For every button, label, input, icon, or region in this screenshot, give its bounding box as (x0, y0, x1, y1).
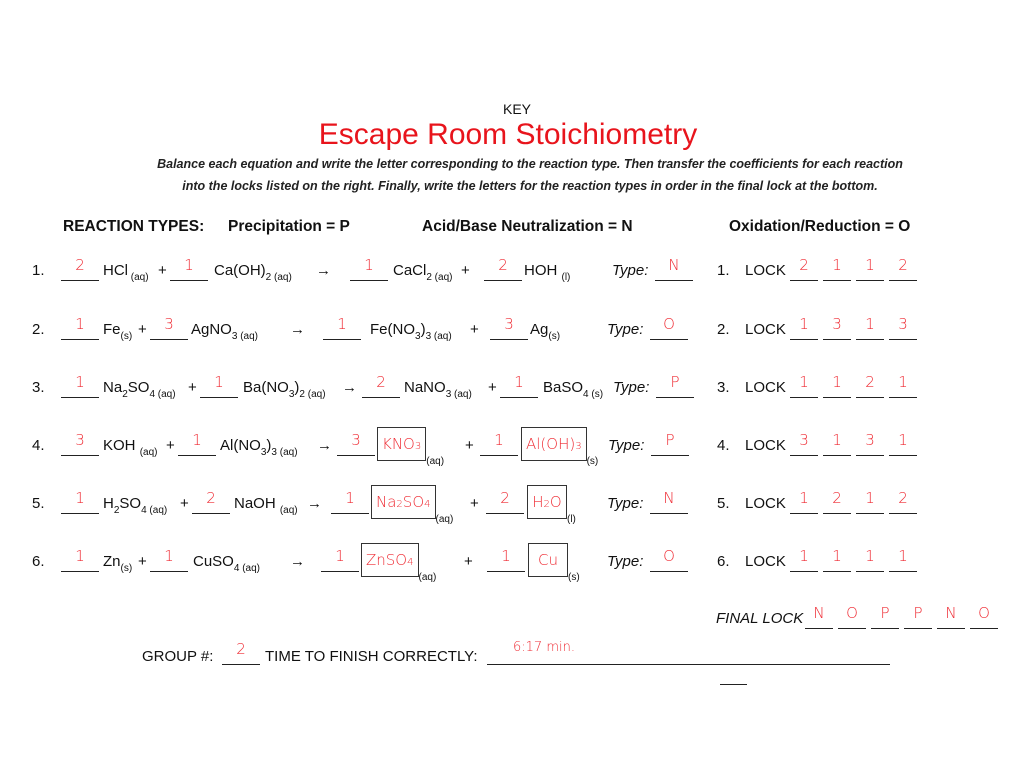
coefficient-field[interactable] (484, 256, 522, 281)
lock-digit-answer: 3 (799, 431, 809, 449)
formula-subscript: (aq) (139, 447, 158, 458)
lock-digit-answer: 2 (799, 256, 809, 274)
type-answer: O (663, 315, 675, 333)
formula-subscript: 3 (260, 447, 267, 458)
formula-subscript: 3 (aq) (231, 331, 258, 342)
chemical-formula (103, 321, 133, 342)
type-field[interactable] (650, 547, 688, 572)
coefficient-answer: 1 (184, 256, 194, 274)
lock-label: LOCK (745, 495, 786, 512)
final-lock-field[interactable] (937, 604, 965, 629)
plus-sign: + (461, 262, 470, 279)
plus-sign: + (180, 495, 189, 512)
chemical-formula (103, 553, 133, 574)
lock-number: 6. (717, 553, 730, 570)
formula-text: NaNO (404, 379, 446, 396)
lock-digit-field[interactable] (856, 315, 884, 340)
boxed-product (371, 495, 453, 529)
formula-text: SO (127, 379, 150, 396)
lock-digit-answer: 2 (898, 256, 908, 274)
chemical-formula (220, 437, 298, 458)
formula-subscript: 2 (122, 389, 128, 400)
formula-text: O (549, 493, 562, 511)
answer-box[interactable] (521, 427, 587, 461)
lock-digit-answer: 1 (832, 256, 842, 274)
lock-digit-field[interactable] (823, 489, 851, 514)
boxed-product (377, 437, 444, 471)
coefficient-answer: 2 (376, 373, 386, 391)
state-label: (l) (567, 514, 576, 525)
coefficient-field[interactable] (150, 547, 188, 572)
coefficient-answer: 1 (335, 547, 345, 565)
time-field[interactable] (487, 640, 890, 665)
lock-digit-field[interactable] (823, 315, 851, 340)
coefficient-field[interactable] (178, 431, 216, 456)
lock-number: 5. (717, 495, 730, 512)
formula-subscript: (s) (120, 331, 133, 342)
lock-digit-field[interactable] (856, 547, 884, 572)
type-label: Type: (607, 553, 644, 570)
state-label: (s) (586, 456, 599, 467)
lock-digit-field[interactable] (823, 547, 851, 572)
formula-subscript: 3 (aq) (445, 389, 472, 400)
coefficient-answer: 1 (514, 373, 524, 391)
chemical-formula (243, 379, 326, 400)
reaction-row (0, 547, 1024, 583)
plus-sign: + (158, 262, 167, 279)
coefficient-field[interactable] (61, 315, 99, 340)
state-label: (s) (568, 572, 580, 583)
formula-subscript: 3 (288, 389, 295, 400)
plus-sign: + (488, 379, 497, 396)
lock-digit-field[interactable] (889, 547, 917, 572)
coefficient-field[interactable] (337, 431, 375, 456)
state-label: (aq) (435, 514, 454, 525)
plus-sign: + (138, 553, 147, 570)
formula-subscript: 3 (415, 331, 421, 342)
lock-digit-field[interactable] (889, 431, 917, 456)
formula-subscript: 3 (575, 441, 582, 452)
lock-label: LOCK (745, 553, 786, 570)
answer-box[interactable] (527, 485, 567, 519)
reaction-row (0, 489, 1024, 525)
coefficient-field[interactable] (192, 489, 230, 514)
answer-box[interactable] (361, 543, 419, 577)
coefficient-field[interactable] (500, 373, 538, 398)
coefficient-answer: 2 (498, 256, 508, 274)
formula-text: KOH (103, 437, 140, 454)
formula-subscript: (aq) (279, 505, 298, 516)
coefficient-answer: 3 (164, 315, 174, 333)
boxed-product (528, 553, 580, 587)
arrow-icon: → (307, 495, 322, 512)
formula-subscript: 2 (113, 505, 120, 516)
reaction-number: 5. (32, 495, 45, 512)
final-lock-label: FINAL LOCK (716, 610, 804, 627)
reaction-row (0, 373, 1024, 403)
chemical-formula (530, 321, 561, 342)
lock-digit-answer: 1 (799, 489, 809, 507)
type-answer: P (670, 373, 680, 391)
instructions-line-2: into the locks listed on the right. Finally, write the letters for the reaction types in order in the final lock at the bottom. (182, 179, 878, 193)
answer-box[interactable] (528, 543, 568, 577)
lock-label: LOCK (745, 321, 786, 338)
plus-sign: + (464, 553, 473, 570)
reaction-type-redox: Oxidation/Reduction = O (729, 218, 911, 235)
formula-text: BaSO (543, 379, 584, 396)
reaction-number: 3. (32, 379, 45, 396)
time-answer: 6:17 min. (513, 640, 575, 655)
coefficient-answer: 1 (164, 547, 174, 565)
formula-text: ) (294, 379, 300, 396)
chemical-formula (524, 262, 571, 283)
lock-number: 3. (717, 379, 730, 396)
reaction-number: 6. (32, 553, 45, 570)
coefficient-answer: 1 (192, 431, 202, 449)
coefficient-answer: 1 (501, 547, 511, 565)
formula-text: CaCl (393, 262, 427, 279)
coefficient-field[interactable] (61, 489, 99, 514)
plus-sign: + (166, 437, 175, 454)
formula-subscript: (s) (548, 331, 561, 342)
lock-digit-field[interactable] (889, 256, 917, 281)
arrow-icon: → (290, 553, 305, 570)
final-lock-answer: O (846, 604, 858, 622)
formula-text: Al(OH) (526, 435, 576, 453)
lock-digit-answer: 1 (898, 373, 908, 391)
coefficient-field[interactable] (331, 489, 369, 514)
coefficient-answer: 1 (494, 431, 504, 449)
coefficient-answer: 1 (337, 315, 347, 333)
reaction-number: 1. (32, 262, 45, 279)
lock-digit-answer: 1 (832, 547, 842, 565)
coefficient-answer: 1 (75, 315, 85, 333)
formula-subscript: (s) (120, 563, 133, 574)
coefficient-field[interactable] (200, 373, 238, 398)
plus-sign: + (470, 321, 479, 338)
state-label: (aq) (426, 456, 445, 467)
formula-subscript: 2 (aq) (265, 272, 292, 283)
formula-text: Cu (538, 551, 558, 569)
lock-digit-answer: 3 (832, 315, 842, 333)
formula-text: Fe(NO (370, 321, 415, 338)
formula-subscript: 4 (aq) (141, 505, 168, 516)
lock-digit-answer: 2 (898, 489, 908, 507)
arrow-icon: → (290, 321, 305, 338)
formula-subscript: (aq) (128, 272, 149, 283)
formula-text: Ag (530, 321, 549, 338)
lock-digit-field[interactable] (856, 489, 884, 514)
coefficient-field[interactable] (150, 315, 188, 340)
chemical-formula (103, 437, 158, 458)
answer-box[interactable] (371, 485, 436, 519)
lock-digit-field[interactable] (856, 256, 884, 281)
chemical-formula (103, 379, 176, 400)
lock-number: 2. (717, 321, 730, 338)
coefficient-answer: 1 (75, 373, 85, 391)
type-field[interactable] (655, 256, 693, 281)
formula-subscript: 3 (aq) (271, 447, 298, 458)
lock-digit-answer: 3 (865, 431, 875, 449)
boxed-product (527, 495, 576, 529)
formula-text: HOH (524, 262, 562, 279)
lock-digit-answer: 1 (898, 431, 908, 449)
type-label: Type: (612, 262, 649, 279)
lock-digit-answer: 2 (865, 373, 875, 391)
formula-subscript: 2 (396, 499, 403, 510)
chemical-formula (370, 321, 452, 342)
formula-subscript: 4 (aq) (233, 563, 260, 574)
chemical-formula (543, 379, 604, 400)
formula-text: H (532, 493, 544, 511)
type-answer: O (663, 547, 675, 565)
formula-text: Al(NO (220, 437, 261, 454)
boxed-product (361, 553, 436, 587)
formula-subscript: 2 (543, 499, 550, 510)
formula-text: Zn (103, 553, 121, 570)
plus-sign: + (138, 321, 147, 338)
chemical-formula (103, 495, 168, 516)
coefficient-answer: 3 (351, 431, 361, 449)
final-lock-field[interactable] (970, 604, 998, 629)
type-label: Type: (608, 437, 645, 454)
lock-digit-field[interactable] (823, 431, 851, 456)
coefficient-answer: 2 (75, 256, 85, 274)
lock-digit-field[interactable] (856, 373, 884, 398)
type-field[interactable] (650, 489, 688, 514)
reaction-number: 4. (32, 437, 45, 454)
arrow-icon: → (317, 437, 332, 454)
final-lock-answer: N (945, 604, 957, 622)
formula-text: Ca(OH) (214, 262, 266, 279)
plus-sign: + (470, 495, 479, 512)
lock-digit-field[interactable] (889, 373, 917, 398)
coefficient-answer: 2 (206, 489, 216, 507)
coefficient-field[interactable] (170, 256, 208, 281)
lock-digit-field[interactable] (790, 315, 818, 340)
arrow-icon: → (342, 379, 357, 396)
coefficient-answer: 1 (345, 489, 355, 507)
final-lock-field[interactable] (904, 604, 932, 629)
lock-digit-answer: 1 (799, 315, 809, 333)
lock-digit-answer: 1 (865, 256, 875, 274)
group-number-answer: 2 (236, 640, 246, 658)
lock-digit-field[interactable] (790, 256, 818, 281)
lock-label: LOCK (745, 437, 786, 454)
chemical-formula (393, 262, 453, 283)
chemical-formula (191, 321, 258, 342)
lock-digit-field[interactable] (856, 431, 884, 456)
type-field[interactable] (656, 373, 694, 398)
reaction-types-label: REACTION TYPES: (63, 218, 205, 235)
formula-text: KNO (382, 435, 415, 453)
formula-subscript: 2 (aq) (299, 389, 326, 400)
final-lock-field[interactable] (871, 604, 899, 629)
coefficient-answer: 2 (500, 489, 510, 507)
arrow-icon: → (316, 262, 331, 279)
formula-text: Na (103, 379, 123, 396)
lock-digit-field[interactable] (790, 489, 818, 514)
stray-blank (720, 668, 747, 685)
coefficient-field[interactable] (480, 431, 518, 456)
lock-digit-field[interactable] (790, 431, 818, 456)
coefficient-answer: 1 (364, 256, 374, 274)
lock-digit-answer: 1 (865, 315, 875, 333)
coefficient-field[interactable] (323, 315, 361, 340)
reaction-row (0, 431, 1024, 467)
chemical-formula (234, 495, 298, 516)
formula-text: SO (119, 495, 142, 512)
plus-sign: + (465, 437, 474, 454)
formula-text: HCl (103, 262, 128, 279)
lock-digit-field[interactable] (889, 315, 917, 340)
chemical-formula (214, 262, 292, 283)
instructions-line-1: Balance each equation and write the letter corresponding to the reaction type. Then transfer the coefficients for each reaction (157, 157, 903, 171)
boxed-product (521, 437, 598, 471)
chemical-formula (103, 262, 149, 283)
formula-text: Fe (103, 321, 121, 338)
group-number-field[interactable] (222, 640, 260, 665)
lock-digit-field[interactable] (790, 547, 818, 572)
formula-text: Ba(NO (243, 379, 289, 396)
state-label: (aq) (418, 572, 437, 583)
coefficient-field[interactable] (61, 256, 99, 281)
coefficient-answer: 1 (75, 547, 85, 565)
formula-text: NaOH (234, 495, 280, 512)
final-lock-answer: P (913, 604, 923, 622)
lock-digit-field[interactable] (790, 373, 818, 398)
reaction-number: 2. (32, 321, 45, 338)
key-label: KEY (502, 101, 532, 117)
reaction-type-neutralization: Acid/Base Neutralization = N (422, 218, 633, 235)
lock-digit-answer: 1 (832, 373, 842, 391)
formula-text: Na (376, 493, 397, 511)
reaction-row (0, 256, 1024, 286)
final-lock-answer: N (813, 604, 825, 622)
formula-text: ) (420, 321, 426, 338)
type-answer: N (668, 256, 680, 274)
formula-text: SO (402, 493, 425, 511)
lock-number: 4. (717, 437, 730, 454)
coefficient-field[interactable] (362, 373, 400, 398)
lock-digit-answer: 1 (865, 489, 875, 507)
formula-subscript: 4 (s) (583, 389, 604, 400)
lock-digit-answer: 3 (898, 315, 908, 333)
chemical-formula (193, 553, 260, 574)
formula-text: H (103, 495, 114, 512)
chemical-formula (404, 379, 472, 400)
lock-label: LOCK (745, 262, 786, 279)
final-lock-field[interactable] (838, 604, 866, 629)
lock-digit-field[interactable] (889, 489, 917, 514)
coefficient-field[interactable] (490, 315, 528, 340)
coefficient-answer: 1 (75, 489, 85, 507)
lock-label: LOCK (745, 379, 786, 396)
coefficient-answer: 1 (214, 373, 224, 391)
formula-subscript: 4 (407, 557, 414, 568)
coefficient-field[interactable] (486, 489, 524, 514)
formula-text: AgNO (191, 321, 232, 338)
final-lock-field[interactable] (805, 604, 833, 629)
type-label: Type: (607, 321, 644, 338)
coefficient-field[interactable] (350, 256, 388, 281)
type-field[interactable] (650, 315, 688, 340)
lock-digit-answer: 1 (799, 547, 809, 565)
formula-subscript: (l) (561, 272, 571, 283)
lock-digit-field[interactable] (823, 256, 851, 281)
coefficient-answer: 3 (504, 315, 514, 333)
lock-digit-answer: 1 (898, 547, 908, 565)
coefficient-answer: 3 (75, 431, 85, 449)
type-answer: P (665, 431, 675, 449)
lock-digit-answer: 1 (832, 431, 842, 449)
formula-subscript: 3 (414, 441, 422, 452)
plus-sign: + (188, 379, 197, 396)
lock-number: 1. (717, 262, 730, 279)
final-lock-answer: O (978, 604, 990, 622)
type-label: Type: (613, 379, 650, 396)
coefficient-field[interactable] (61, 431, 99, 456)
group-label: GROUP #: (142, 648, 214, 665)
formula-text: ) (266, 437, 272, 454)
lock-digit-field[interactable] (823, 373, 851, 398)
final-lock-answer: P (880, 604, 890, 622)
coefficient-field[interactable] (61, 373, 99, 398)
time-label: TIME TO FINISH CORRECTLY: (265, 648, 478, 665)
coefficient-field[interactable] (487, 547, 525, 572)
page-title: Escape Room Stoichiometry (318, 118, 698, 151)
formula-text: CuSO (193, 553, 234, 570)
reaction-row (0, 315, 1024, 345)
formula-subscript: 3 (aq) (425, 331, 452, 342)
formula-subscript: 4 (424, 499, 431, 510)
formula-subscript: 2 (aq) (426, 272, 453, 283)
answer-box[interactable] (377, 427, 426, 461)
type-label: Type: (607, 495, 644, 512)
coefficient-field[interactable] (321, 547, 359, 572)
reaction-type-precipitation: Precipitation = P (228, 218, 350, 235)
coefficient-field[interactable] (61, 547, 99, 572)
formula-text: ZnSO (366, 551, 408, 569)
formula-subscript: 4 (aq) (149, 389, 176, 400)
type-answer: N (663, 489, 675, 507)
lock-digit-answer: 2 (832, 489, 842, 507)
lock-digit-answer: 1 (865, 547, 875, 565)
lock-digit-answer: 1 (799, 373, 809, 391)
type-field[interactable] (651, 431, 689, 456)
